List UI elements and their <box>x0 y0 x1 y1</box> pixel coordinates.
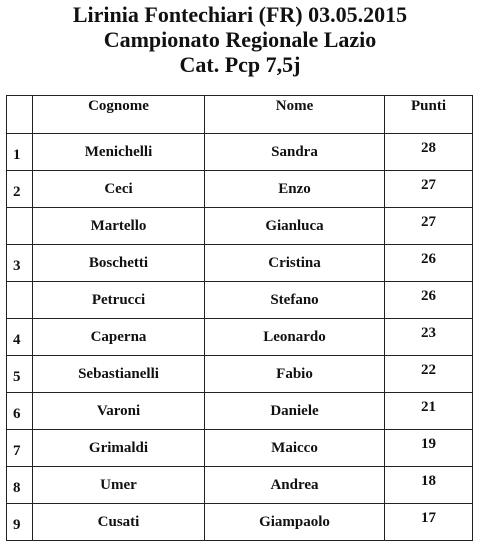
cell-nome: Sandra <box>205 134 385 171</box>
cell-cognome: Ceci <box>33 171 205 208</box>
results-table <box>6 95 473 541</box>
cell-position <box>7 208 33 245</box>
championship-title: Campionato Regionale Lazio <box>103 27 377 52</box>
cell-cognome: Varoni <box>33 393 205 430</box>
table-row <box>7 208 473 245</box>
category-title: Cat. Pcp 7,5j <box>179 52 301 77</box>
cell-position: 4 <box>7 319 33 356</box>
cell-nome: Giampaolo <box>205 504 385 541</box>
cell-punti: 21 <box>385 393 473 430</box>
table-row <box>7 430 473 467</box>
cell-punti: 18 <box>385 467 473 504</box>
cell-punti: 28 <box>385 134 473 171</box>
table-row <box>7 319 473 356</box>
cell-cognome: Grimaldi <box>33 430 205 467</box>
cell-punti: 17 <box>385 504 473 541</box>
cell-punti: 19 <box>385 430 473 467</box>
table-row <box>7 393 473 430</box>
cell-cognome: Menichelli <box>33 134 205 171</box>
cell-cognome: Petrucci <box>33 282 205 319</box>
cell-nome: Gianluca <box>205 208 385 245</box>
cell-cognome: Boschetti <box>33 245 205 282</box>
cell-nome: Andrea <box>205 467 385 504</box>
table-row <box>7 134 473 171</box>
table-row <box>7 245 473 282</box>
cell-cognome: Caperna <box>33 319 205 356</box>
cell-nome: Cristina <box>205 245 385 282</box>
cell-position: 2 <box>7 171 33 208</box>
event-title: Lirinia Fontechiari (FR) 03.05.2015 <box>72 2 408 27</box>
cell-nome: Daniele <box>205 393 385 430</box>
table-row <box>7 504 473 541</box>
cell-nome: Stefano <box>205 282 385 319</box>
table-header-row <box>7 96 473 134</box>
cell-position: 8 <box>7 467 33 504</box>
cell-punti: 22 <box>385 356 473 393</box>
table-row <box>7 467 473 504</box>
cell-nome: Fabio <box>205 356 385 393</box>
table-row <box>7 171 473 208</box>
cell-position: 6 <box>7 393 33 430</box>
cell-punti: 26 <box>385 282 473 319</box>
cell-punti: 27 <box>385 208 473 245</box>
cell-cognome: Cusati <box>33 504 205 541</box>
cell-cognome: Sebastianelli <box>33 356 205 393</box>
column-header-cognome: Cognome <box>33 96 205 134</box>
column-header-nome: Nome <box>205 96 385 134</box>
results-table-container <box>6 95 472 541</box>
cell-punti: 23 <box>385 319 473 356</box>
cell-position <box>7 282 33 319</box>
cell-cognome: Umer <box>33 467 205 504</box>
column-header-position <box>7 96 33 134</box>
column-header-punti: Punti <box>385 96 473 134</box>
cell-nome: Leonardo <box>205 319 385 356</box>
cell-position: 7 <box>7 430 33 467</box>
cell-position: 9 <box>7 504 33 541</box>
document-header <box>0 2 480 77</box>
table-row <box>7 282 473 319</box>
cell-punti: 26 <box>385 245 473 282</box>
cell-nome: Maicco <box>205 430 385 467</box>
cell-punti: 27 <box>385 171 473 208</box>
cell-position: 1 <box>7 134 33 171</box>
cell-position: 3 <box>7 245 33 282</box>
cell-cognome: Martello <box>33 208 205 245</box>
cell-nome: Enzo <box>205 171 385 208</box>
cell-position: 5 <box>7 356 33 393</box>
table-row <box>7 356 473 393</box>
